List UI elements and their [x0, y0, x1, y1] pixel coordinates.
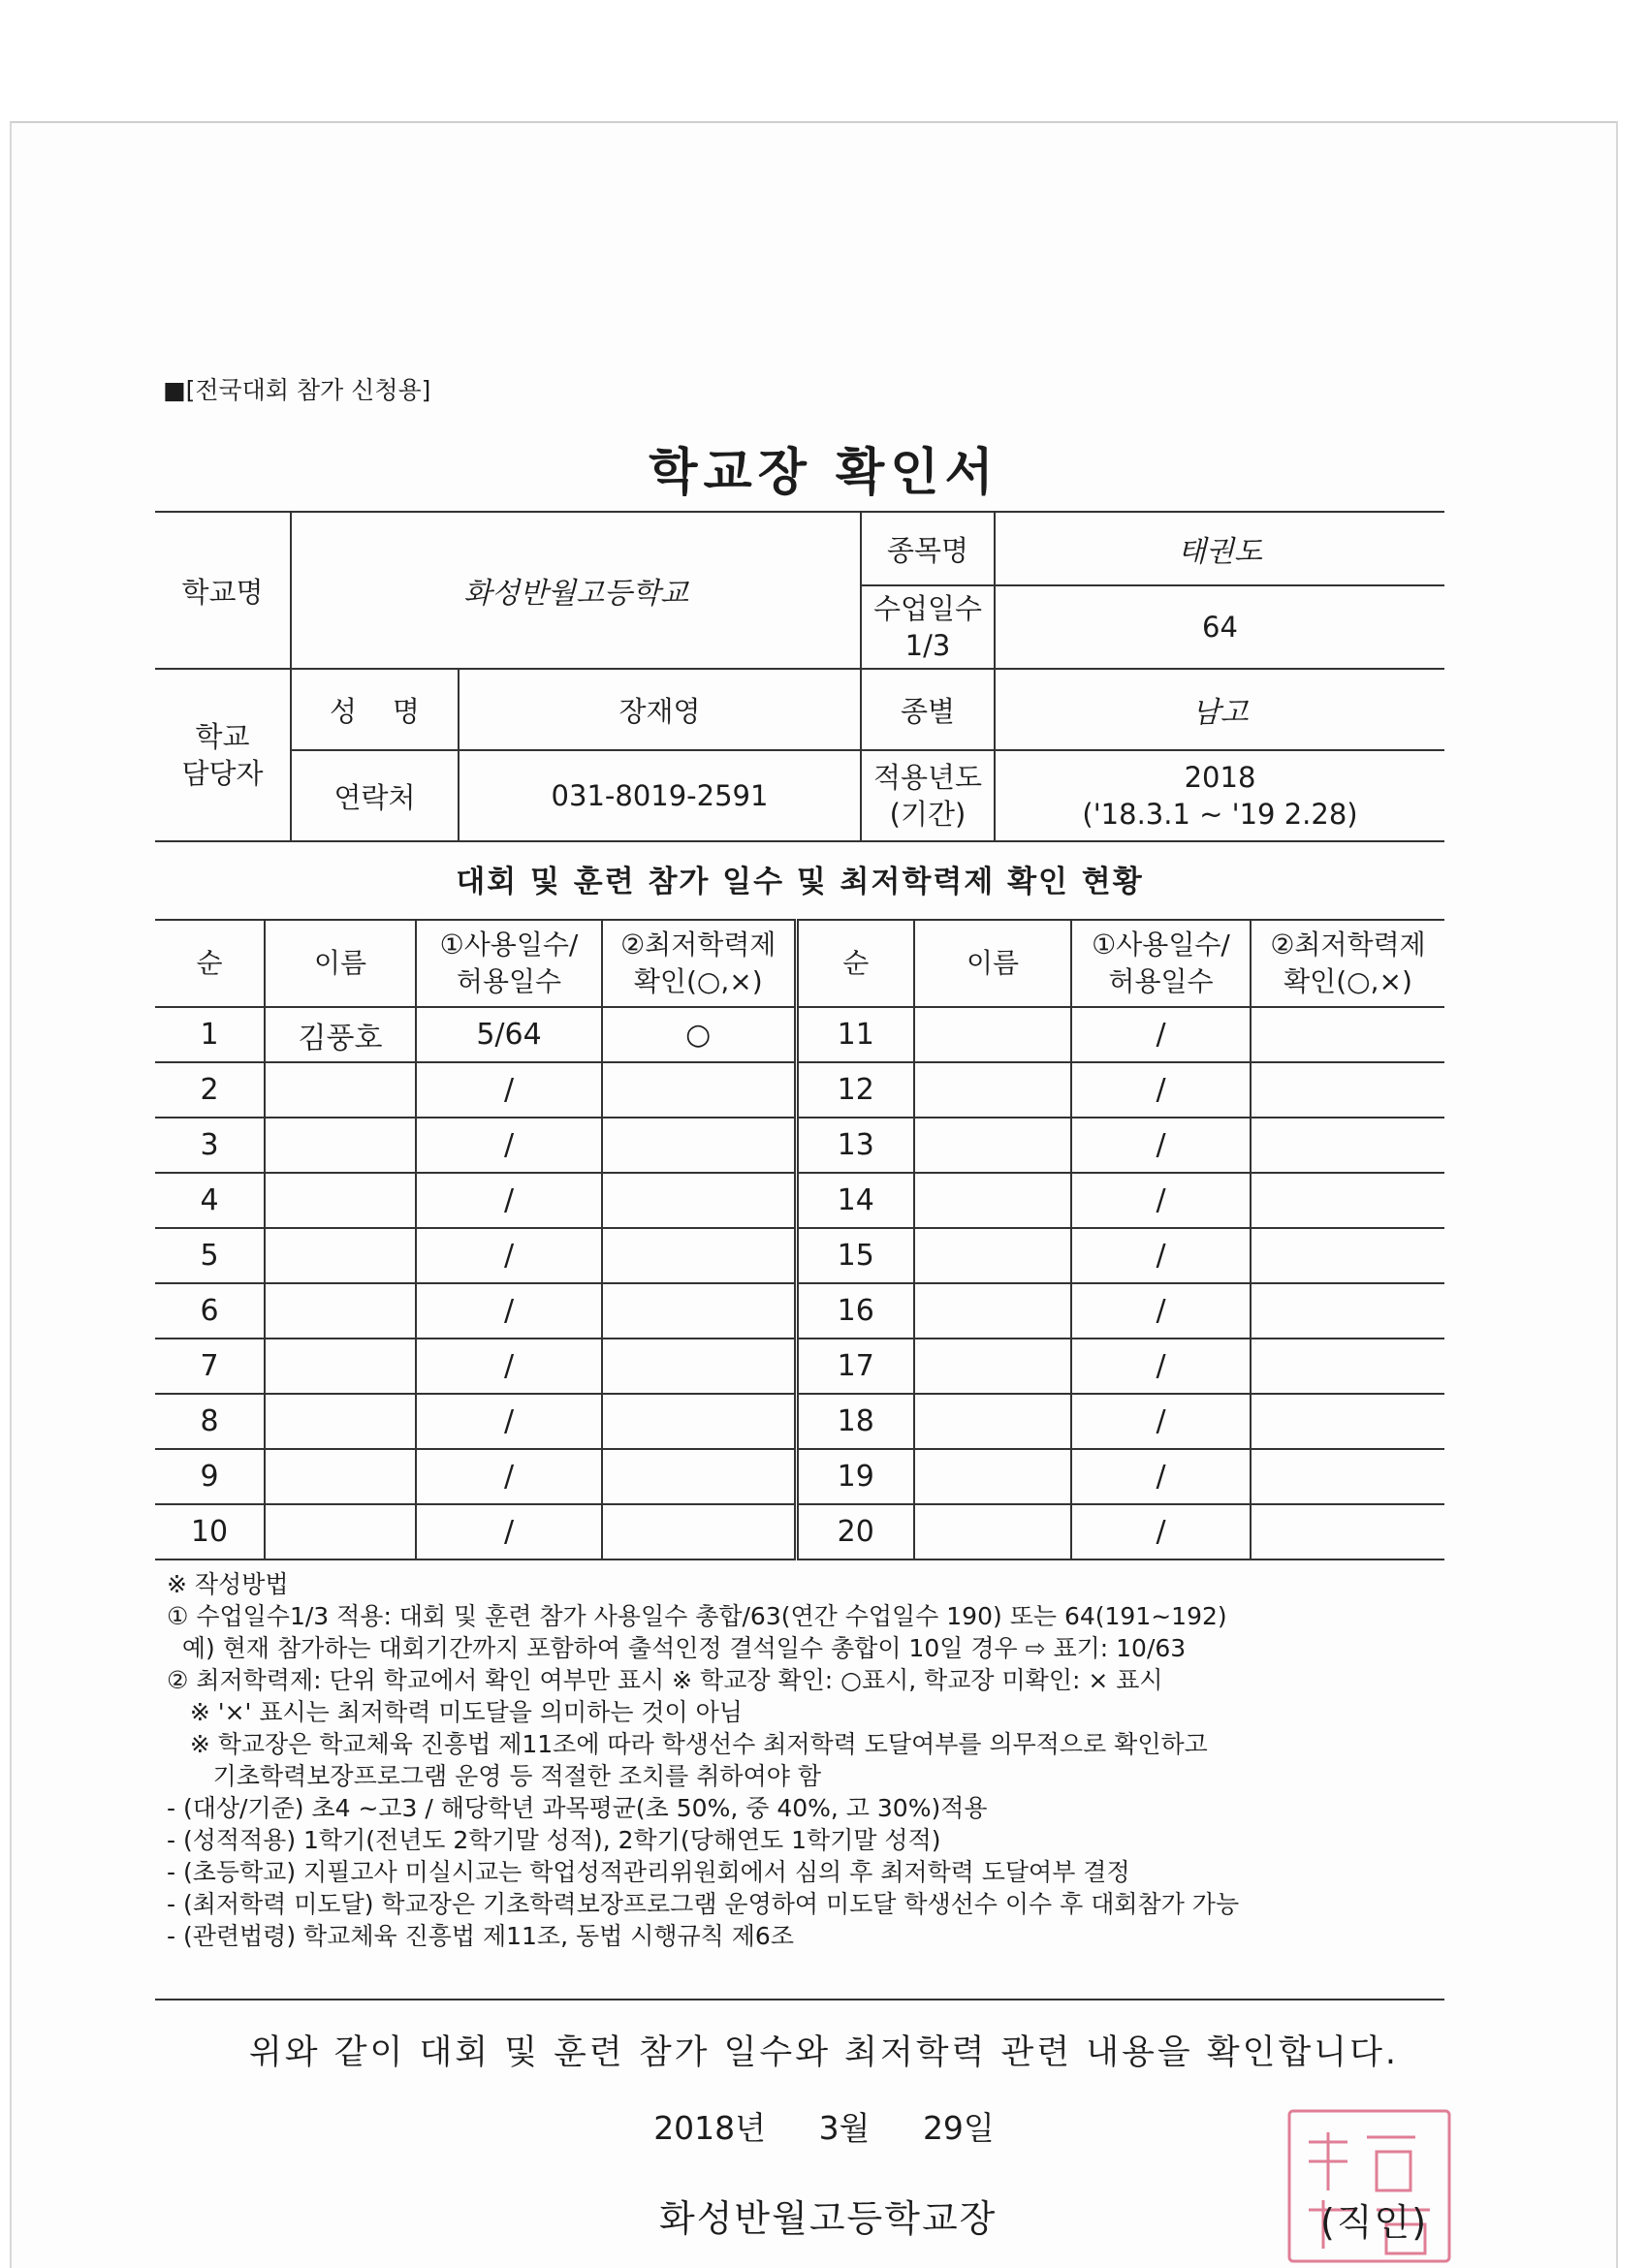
date-day: 29일: [922, 2109, 995, 2147]
instruction-line: ① 수업일수1/3 적용: 대회 및 훈련 참가 사용일수 총합/63(연간 수업일수 190) 또는 64(191~192): [167, 1602, 1227, 1630]
school-info-table: [155, 511, 1444, 842]
row-number: 4: [155, 1173, 265, 1228]
divider-line: [155, 1999, 1444, 2000]
table-row: [155, 1062, 1444, 1118]
instruction-line: ② 최저학력제: 단위 학교에서 확인 여부만 표시 ※ 학교장 확인: ○표시, 학교장 미확인: × 표시: [167, 1666, 1163, 1694]
academic-check: [1251, 1449, 1444, 1504]
player-name: [914, 1283, 1071, 1339]
writing-instructions: [167, 1568, 1466, 1952]
player-name: [914, 1062, 1071, 1118]
academic-check: [1251, 1283, 1444, 1339]
table-row: [155, 1449, 1444, 1504]
instruction-line: - (초등학교) 지필고사 미실시교는 학업성적관리위원회에서 심의 후 최저학력 도달여부 결정: [167, 1858, 1130, 1886]
used-days: /: [1071, 1504, 1251, 1559]
academic-check: [602, 1339, 796, 1394]
player-name: [914, 1173, 1071, 1228]
academic-check: [602, 1449, 796, 1504]
seal-marker: (직인): [1320, 2201, 1429, 2244]
table-row: [155, 1007, 1444, 1062]
instruction-line: ※ 작성방법: [167, 1570, 289, 1598]
header-name: 이름: [914, 920, 1071, 1007]
row-number: 3: [155, 1118, 265, 1173]
academic-check: [602, 1173, 796, 1228]
contact-value: 031-8019-2591: [459, 750, 861, 841]
row-number: 5: [155, 1228, 265, 1283]
header-number: 순: [796, 920, 914, 1007]
roster-header-row: [155, 920, 1444, 1007]
table-row: [155, 1228, 1444, 1283]
academic-check: [602, 1283, 796, 1339]
used-days: /: [416, 1504, 602, 1559]
gender-value: 남고: [995, 669, 1444, 750]
row-number: 13: [796, 1118, 914, 1173]
row-number: 14: [796, 1173, 914, 1228]
date-year: 2018년: [653, 2109, 767, 2147]
school-name-value: 화성반월고등학교: [291, 512, 861, 669]
class-days-label: 수업일수 1/3: [861, 585, 995, 669]
table-row: [155, 1394, 1444, 1449]
row-number: 12: [796, 1062, 914, 1118]
used-days: /: [416, 1339, 602, 1394]
player-name: [265, 1283, 416, 1339]
row-number: 7: [155, 1339, 265, 1394]
instruction-line: 기초학력보장프로그램 운영 등 적절한 조치를 취하여야 함: [167, 1762, 821, 1790]
school-name-label: 학교명: [155, 512, 291, 669]
academic-check: [1251, 1394, 1444, 1449]
confirmation-statement: 위와 같이 대회 및 훈련 참가 일수와 최저학력 관련 내용을 확인합니다.: [248, 2033, 1400, 2072]
instruction-line: - (최저학력 미도달) 학교장은 기초학력보장프로그램 운영하여 미도달 학생선수 이수 후 대회참가 가능: [167, 1890, 1240, 1918]
academic-check: [602, 1394, 796, 1449]
player-name: [265, 1339, 416, 1394]
used-days: /: [416, 1449, 602, 1504]
player-name: [265, 1173, 416, 1228]
header-days: ①사용일수/ 허용일수: [416, 920, 602, 1007]
player-name: [914, 1449, 1071, 1504]
player-name: [265, 1228, 416, 1283]
gender-label: 종별: [861, 669, 995, 750]
header-days: ①사용일수/ 허용일수: [1071, 920, 1251, 1007]
name-label: 성 명: [291, 669, 459, 750]
header-check: ②최저학력제 확인(○,×): [602, 920, 796, 1007]
table-row: [155, 1339, 1444, 1394]
academic-check: [1251, 1228, 1444, 1283]
used-days: /: [1071, 1449, 1251, 1504]
used-days: /: [1071, 1228, 1251, 1283]
header-name: 이름: [265, 920, 416, 1007]
academic-check: [1251, 1504, 1444, 1559]
player-name: [914, 1339, 1071, 1394]
row-number: 2: [155, 1062, 265, 1118]
document-title: 학교장 확인서: [649, 444, 999, 502]
manager-label: 학교 담당자: [155, 669, 291, 841]
used-days: /: [1071, 1339, 1251, 1394]
row-number: 1: [155, 1007, 265, 1062]
used-days: /: [1071, 1007, 1251, 1062]
player-name: [265, 1504, 416, 1559]
player-name: [914, 1504, 1071, 1559]
academic-check: [1251, 1173, 1444, 1228]
player-name: [914, 1394, 1071, 1449]
academic-check: [602, 1118, 796, 1173]
academic-check: ○: [602, 1007, 796, 1062]
principal-title: 화성반월고등학교장: [659, 2197, 998, 2240]
academic-check: [1251, 1062, 1444, 1118]
row-number: 18: [796, 1394, 914, 1449]
row-number: 10: [155, 1504, 265, 1559]
sport-label: 종목명: [861, 512, 995, 585]
used-days: /: [416, 1394, 602, 1449]
used-days: /: [416, 1062, 602, 1118]
instruction-line: - (성적적용) 1학기(전년도 2학기말 성적), 2학기(당해연도 1학기말 성적): [167, 1826, 941, 1854]
header-number: 순: [155, 920, 265, 1007]
class-days-value: 64: [995, 585, 1444, 669]
header-check: ②최저학력제 확인(○,×): [1251, 920, 1444, 1007]
form-label: ■[전국대회 참가 신청용]: [163, 376, 431, 404]
row-number: 17: [796, 1339, 914, 1394]
instruction-line: - (관련법령) 학교체육 진흥법 제11조, 동법 시행규칙 제6조: [167, 1922, 794, 1950]
used-days: /: [1071, 1118, 1251, 1173]
used-days: /: [1071, 1062, 1251, 1118]
used-days: /: [416, 1118, 602, 1173]
section-title: 대회 및 훈련 참가 일수 및 최저학력제 확인 현황: [456, 865, 1144, 899]
academic-check: [602, 1062, 796, 1118]
player-name: [265, 1449, 416, 1504]
player-name: [914, 1118, 1071, 1173]
used-days: /: [1071, 1283, 1251, 1339]
contact-label: 연락처: [291, 750, 459, 841]
year-label: 적용년도 (기간): [861, 750, 995, 841]
table-row: [155, 1118, 1444, 1173]
row-number: 8: [155, 1394, 265, 1449]
academic-check: [1251, 1118, 1444, 1173]
academic-check: [602, 1504, 796, 1559]
row-number: 9: [155, 1449, 265, 1504]
row-number: 16: [796, 1283, 914, 1339]
sport-value: 태권도: [995, 512, 1444, 585]
player-name: 김풍호: [265, 1007, 416, 1062]
date-month: 3월: [818, 2109, 871, 2147]
table-row: [155, 1504, 1444, 1559]
player-name: [265, 1394, 416, 1449]
instruction-line: ※ '×' 표시는 최저학력 미도달을 의미하는 것이 아님: [167, 1698, 743, 1726]
used-days: 5/64: [416, 1007, 602, 1062]
player-name: [914, 1228, 1071, 1283]
used-days: /: [416, 1173, 602, 1228]
player-name: [265, 1062, 416, 1118]
row-number: 19: [796, 1449, 914, 1504]
used-days: /: [1071, 1173, 1251, 1228]
instruction-line: 예) 현재 참가하는 대회기간까지 포함하여 출석인정 결석일수 총합이 10일 경우 ⇨ 표기: 10/63: [167, 1634, 1187, 1662]
name-value: 장재영: [459, 669, 861, 750]
used-days: /: [416, 1228, 602, 1283]
table-row: [155, 1173, 1444, 1228]
row-number: 15: [796, 1228, 914, 1283]
row-number: 11: [796, 1007, 914, 1062]
player-name: [914, 1007, 1071, 1062]
roster-table: [155, 919, 1444, 1560]
row-number: 20: [796, 1504, 914, 1559]
academic-check: [602, 1228, 796, 1283]
instruction-line: - (대상/기준) 초4 ~고3 / 해당학년 과목평균(초 50%, 중 40%, 고 30%)적용: [167, 1794, 988, 1822]
academic-check: [1251, 1007, 1444, 1062]
academic-check: [1251, 1339, 1444, 1394]
used-days: /: [416, 1283, 602, 1339]
used-days: /: [1071, 1394, 1251, 1449]
year-value: 2018 ('18.3.1 ~ '19 2.28): [995, 750, 1444, 841]
row-number: 6: [155, 1283, 265, 1339]
table-row: [155, 1283, 1444, 1339]
instruction-line: ※ 학교장은 학교체육 진흥법 제11조에 따라 학생선수 최저학력 도달여부를 의무적으로 확인하고: [167, 1730, 1208, 1758]
player-name: [265, 1118, 416, 1173]
